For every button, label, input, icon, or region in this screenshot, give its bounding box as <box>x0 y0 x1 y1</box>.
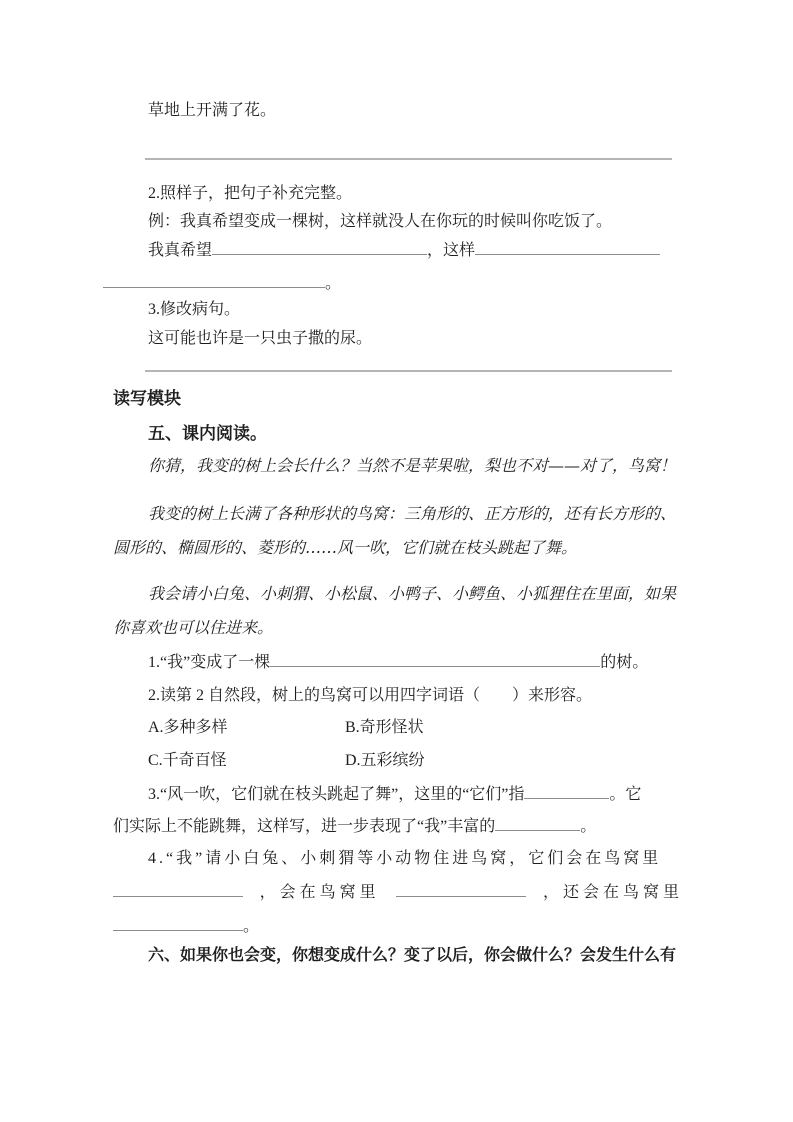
question-2-fill-line <box>113 239 718 262</box>
reading-q4-text: 4.“我”请小白兔、小刺猬等小动物住进鸟窝，它们会在鸟窝里 <box>148 850 662 867</box>
reading-q4-seg: ，还会在鸟窝里 <box>542 884 683 901</box>
reading-q3-text: 们实际上不能跳舞，这样写，进一步表现了“我”丰富的 <box>113 818 496 835</box>
question-3-title <box>113 299 718 321</box>
passage-text: 我会请小白兔、小刺猬、小松鼠、小鸭子、小鳄鱼、小狐狸住在里面，如果 <box>148 584 677 603</box>
section-6-title <box>113 945 718 967</box>
reading-q1-line <box>113 651 718 674</box>
answer-sentence-text: 草地上开满了花。 <box>148 102 277 119</box>
reading-q1-suffix: 的树。 <box>600 654 649 671</box>
question-2-title <box>113 183 718 205</box>
reading-q1-prefix: 1.“我”变成了一棵 <box>148 654 271 671</box>
question-3-sentence-text: 这可能也许是一只虫子撒的尿。 <box>148 330 373 347</box>
reading-q2-line <box>113 685 718 707</box>
passage-line-2 <box>113 503 718 525</box>
fill-period: 。 <box>325 275 342 292</box>
option-a: A.多种多样 <box>148 719 228 736</box>
reading-q3-line-2 <box>113 815 683 838</box>
passage-line-3 <box>113 537 683 559</box>
reading-q4-tail: 。 <box>243 918 260 935</box>
passage-text: 我变的树上长满了各种形状的鸟窝：三角形的、正方形的，还有长方形的、 <box>148 504 677 523</box>
blank-line <box>103 272 325 288</box>
blank-line <box>270 651 600 667</box>
reading-q3-line-1 <box>113 783 718 806</box>
reading-q4-line-1 <box>113 848 718 870</box>
option-b: B.奇形怪状 <box>345 719 424 736</box>
question-3-sentence <box>113 328 718 350</box>
blank-line <box>475 239 660 255</box>
option-c: C.千奇百怪 <box>148 752 227 769</box>
reading-q4-line-2 <box>113 881 683 904</box>
passage-text: 圆形的、椭圆形的、菱形的……风一吹，它们就在枝头跳起了舞。 <box>113 538 578 557</box>
question-2-example-text: 例：我真希望变成一棵树，这样就没人在你玩的时候叫你吃饭了。 <box>148 213 613 230</box>
blank-line <box>524 783 609 799</box>
reading-q3-tail: 。 <box>580 818 597 835</box>
answer-sentence <box>113 100 718 122</box>
section-divider <box>145 370 672 372</box>
question-2-fill-line-2 <box>103 272 673 295</box>
blank-line <box>113 915 243 931</box>
fill-prefix: 我真希望 <box>148 242 213 259</box>
passage-line-1 <box>113 455 718 477</box>
passage-line-4 <box>113 583 718 605</box>
question-2-example <box>113 211 718 233</box>
reading-q2-text: 2.读第 2 自然段，树上的鸟窝可以用四字词语（ ）来形容。 <box>148 687 593 704</box>
passage-line-5 <box>113 617 683 639</box>
section-6-title-text: 六、如果你也会变，你想变成什么？变了以后，你会做什么？会发生什么有 <box>148 947 677 964</box>
options-row-1 <box>113 717 683 739</box>
option-d: D.五彩缤纷 <box>345 752 425 769</box>
reading-q4-seg: ，会在鸟窝里 <box>259 884 380 901</box>
blank-line <box>396 881 526 897</box>
section-5-title <box>113 423 718 445</box>
module-heading-text: 读写模块 <box>113 389 181 408</box>
reading-q3-text: 3.“风一吹，它们就在枝头跳起了舞”，这里的“它们”指 <box>148 786 525 803</box>
fill-mid: ，这样 <box>427 242 476 259</box>
blank-line <box>212 239 427 255</box>
module-heading <box>113 388 683 410</box>
blank-line <box>495 815 580 831</box>
section-5-title-text: 五、课内阅读。 <box>148 424 267 443</box>
blank-line <box>113 881 243 897</box>
section-divider <box>145 158 672 160</box>
options-row-2 <box>113 750 683 772</box>
passage-text: 你猜，我变的树上会长什么？当然不是苹果啦，梨也不对——对了，鸟窝！ <box>148 456 677 475</box>
question-2-title-text: 2.照样子，把句子补充完整。 <box>148 185 353 202</box>
reading-q3-tail: 。它 <box>609 786 642 803</box>
passage-text: 你喜欢也可以住进来。 <box>113 618 274 637</box>
question-3-title-text: 3.修改病句。 <box>148 301 241 318</box>
reading-q4-line-3 <box>113 915 683 938</box>
